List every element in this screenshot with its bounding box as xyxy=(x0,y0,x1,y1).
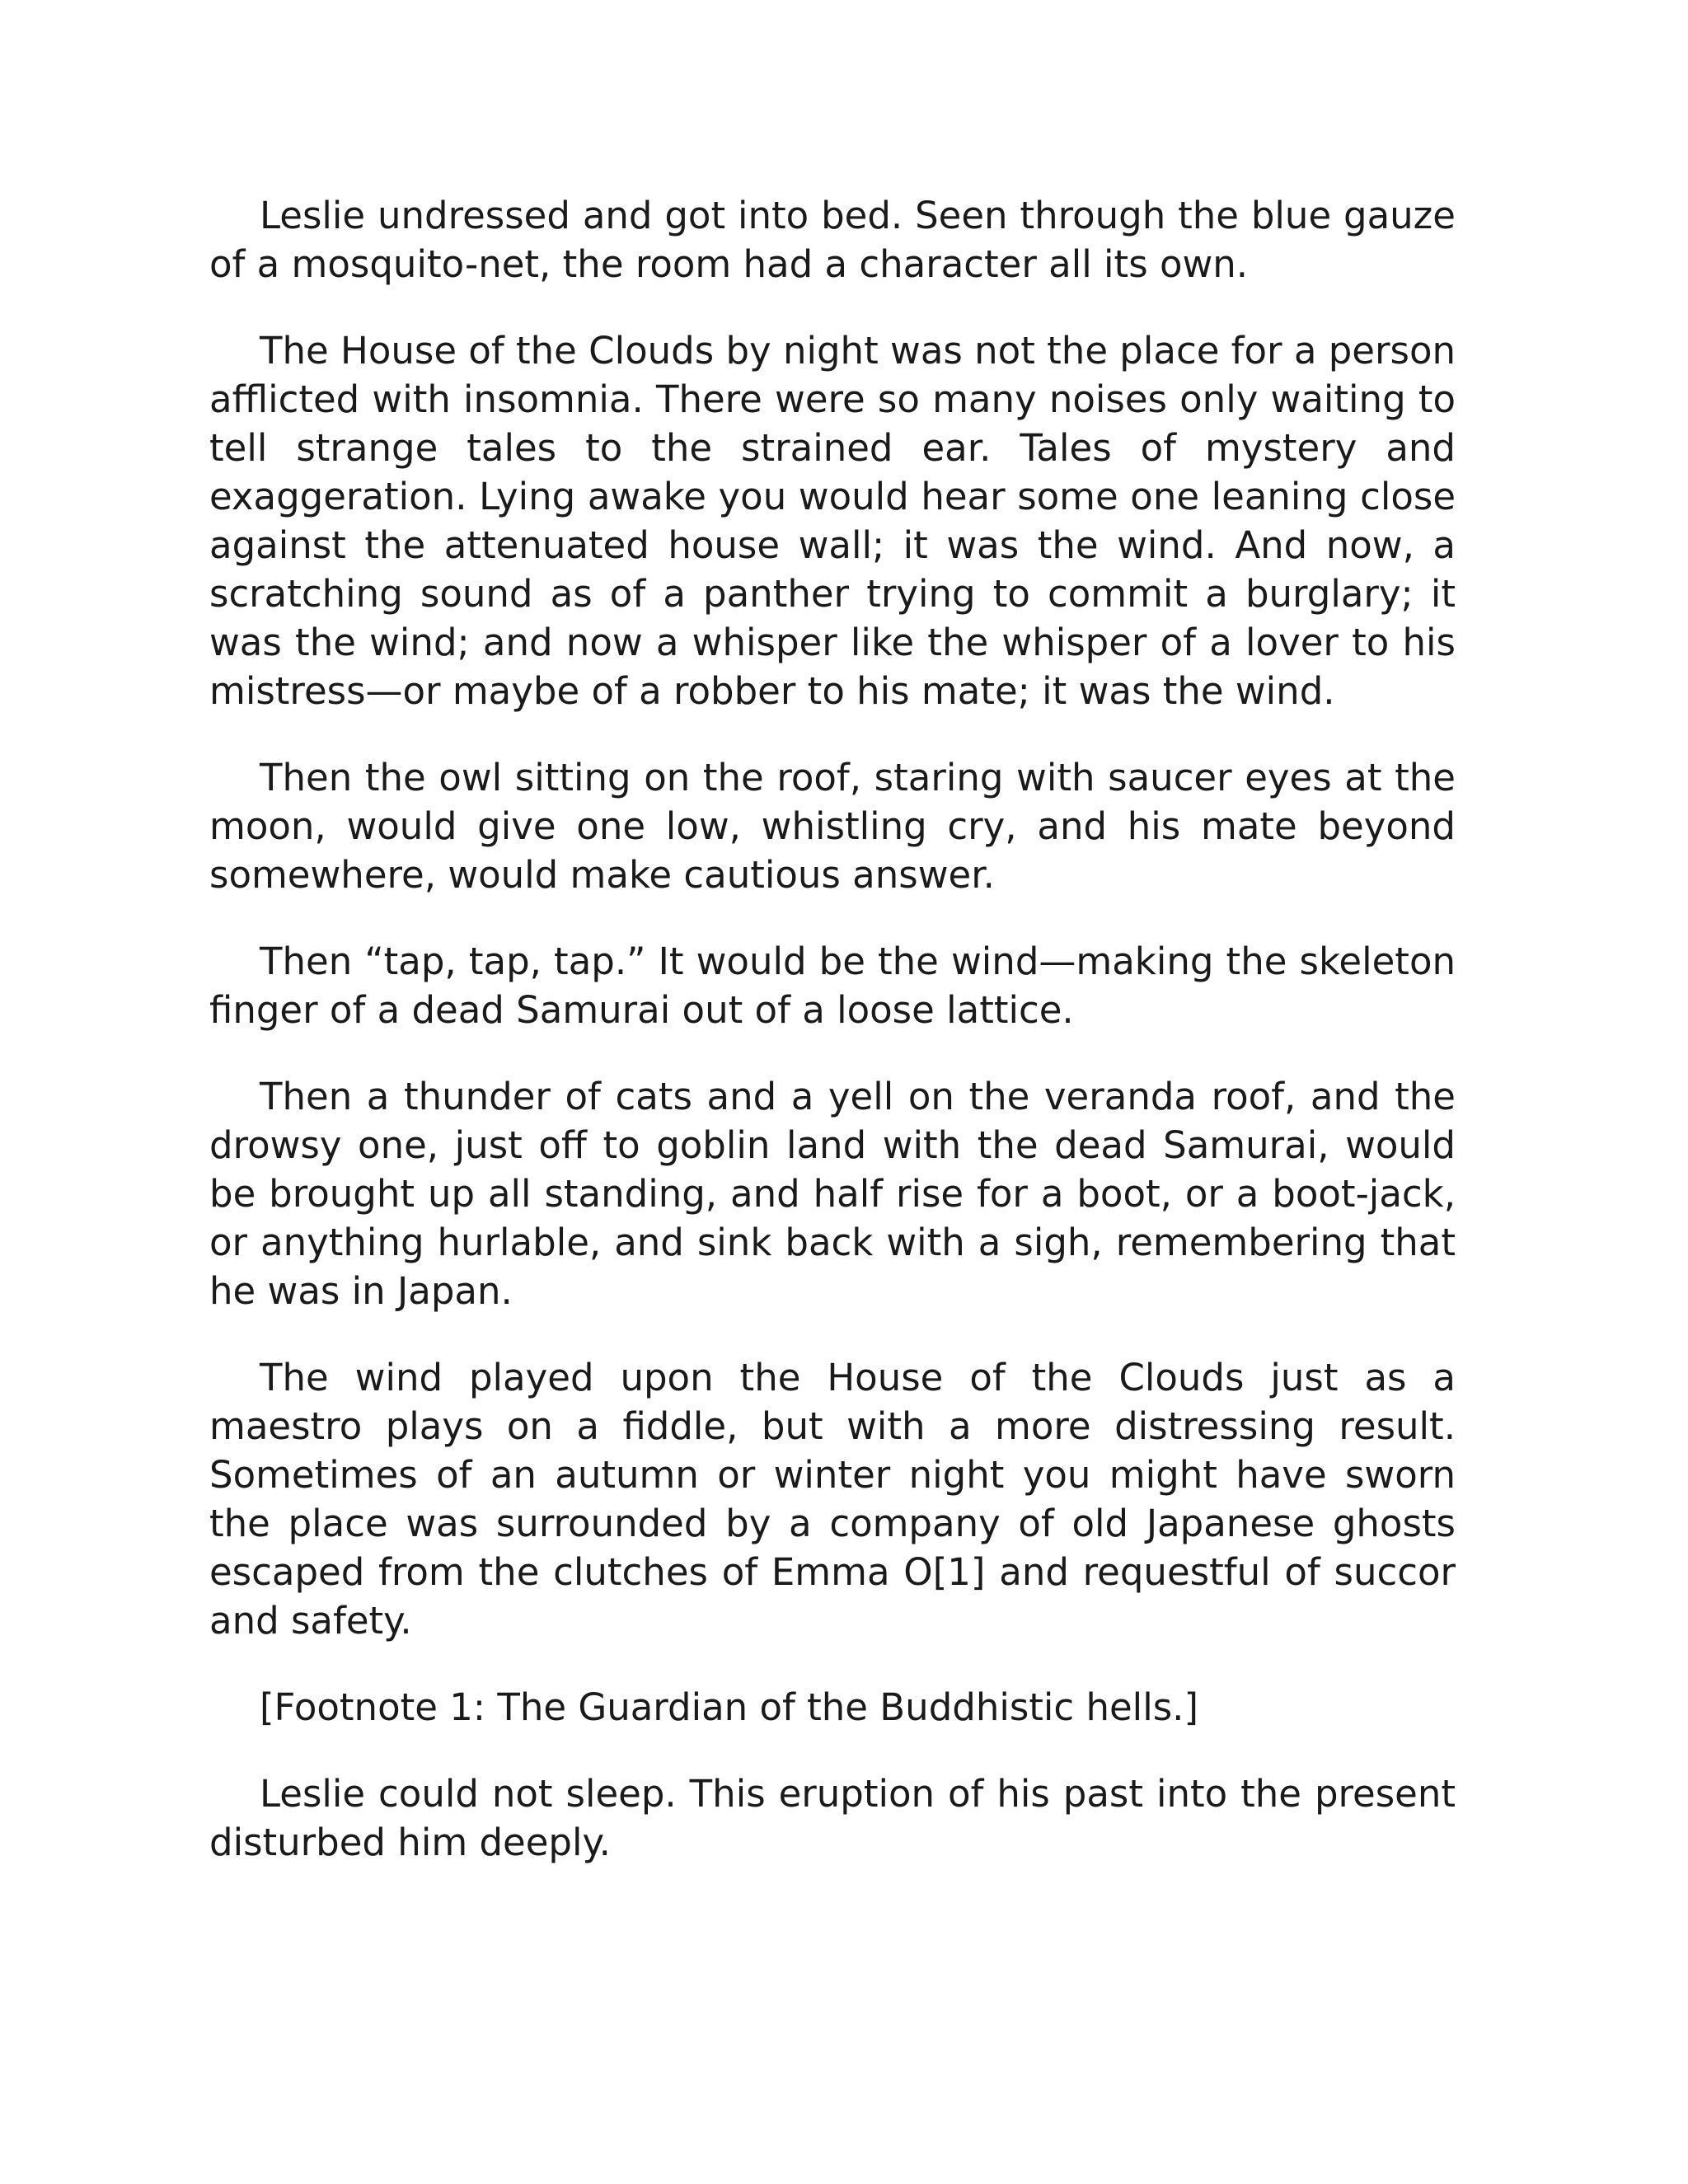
paragraph-7: Leslie could not sleep. This eruption of his past into the present disturbed him deeply. xyxy=(209,1772,1456,1864)
paragraph-6: The wind played upon the House of the Clouds just as a maestro plays on a fiddle, but with a more distressing result. Sometimes of an autumn or winter night you might have sworn the place was surrounded by a company of old Japanese ghosts escaped from the clutches of Emma O[1] and requestful of succor and safety. xyxy=(209,1356,1456,1643)
paragraph-5: Then a thunder of cats and a yell on the veranda roof, and the drowsy one, just off to goblin land with the dead Samurai, would be brought up all standing, and half rise for a boot, or a boot-jack, or anything hurlable, and sink back with a sigh, remembering that he was in Japan. xyxy=(209,1075,1456,1313)
paragraph-1: Leslie undressed and got into bed. Seen through the blue gauze of a mosquito-net, the room had a character all its own. xyxy=(209,194,1456,286)
page-body xyxy=(209,191,1456,1905)
paragraph-3: Then the owl sitting on the roof, staring with saucer eyes at the moon, would give one low, whistling cry, and his mate beyond somewhere, would make cautious answer. xyxy=(209,756,1456,897)
paragraph-4: Then “tap, tap, tap.” It would be the wind—making the skeleton finger of a dead Samurai out of a loose lattice. xyxy=(209,940,1456,1032)
paragraph-2: The House of the Clouds by night was not the place for a person afflicted with insomnia. There were so many noises only waiting to tell strange tales to the strained ear. Tales of mystery and exaggeration. Lying awake you would hear some one leaning close against the attenuated house wall; it was the wind. And now, a scratching sound as of a panther trying to commit a burglary; it was the wind; and now a whisper like the whisper of a lover to his mistress—or maybe of a robber to his mate; it was the wind. xyxy=(209,329,1456,713)
footnote: [Footnote 1: The Guardian of the Buddhistic hells.] xyxy=(260,1685,1198,1729)
